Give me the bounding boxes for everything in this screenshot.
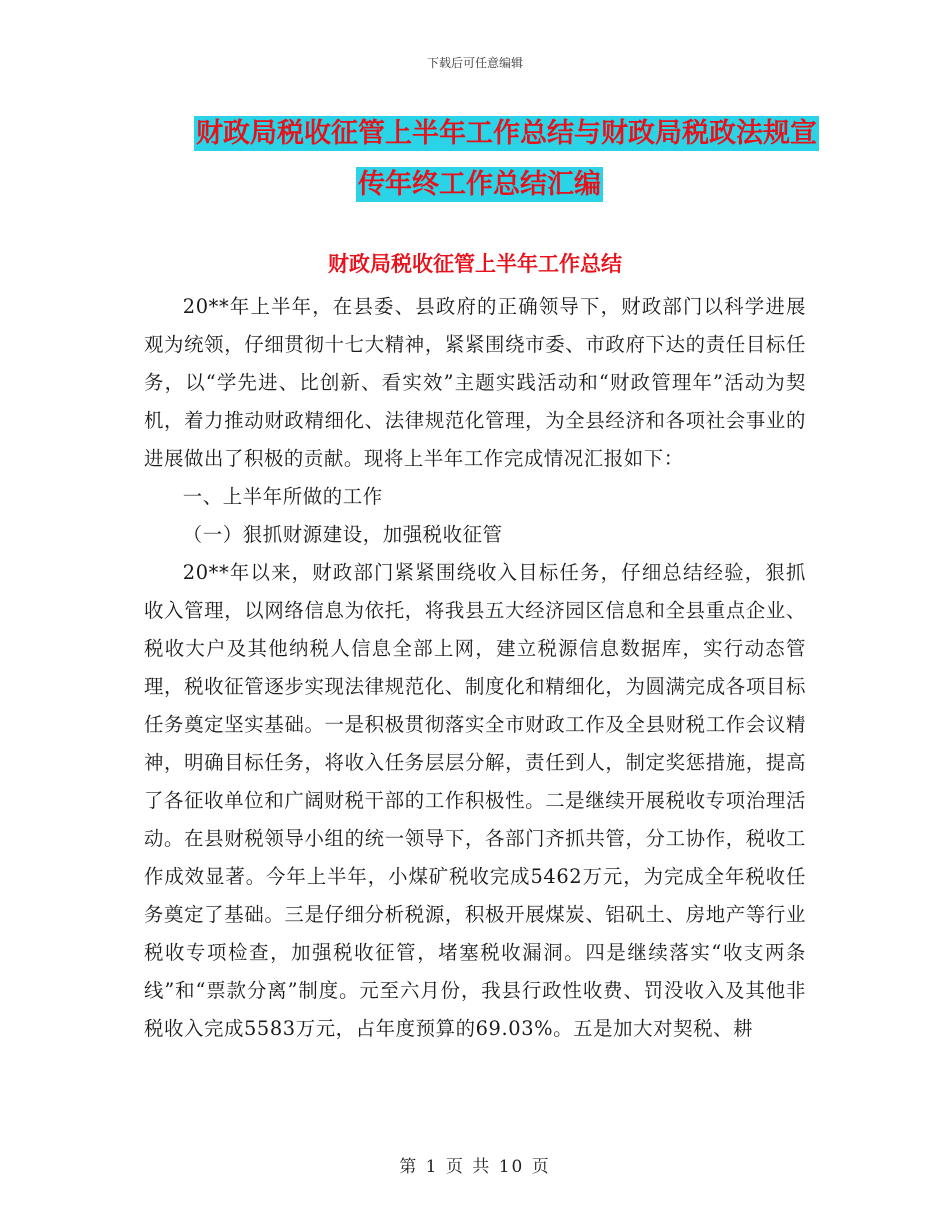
heading-level-2: （一）狠抓财源建设，加强税收征管 (182, 523, 503, 546)
section-title: 财政局税收征管上半年工作总结 (328, 252, 622, 276)
page-number: 第 1 页 共 10 页 (399, 1157, 551, 1177)
document-title (140, 108, 870, 210)
document-title-line-1: 财政局税收征管上半年工作总结与财政局税政法规宣 (196, 118, 817, 149)
document-body (144, 288, 806, 1048)
header-note: 下载后可任意编辑 (426, 56, 523, 70)
paragraph-body: 20**年以来，财政部门紧紧围绕收入目标任务，仔细总结经验，狠抓收入管理，以网络信息为依托，将我县五大经济园区信息和全县重点企业、税收大户及其他纳税人信息全部上网，建立税源信息数据库，实行动态管理，税收征管逐步实现法律规范化、制度化和精细化，为圆满完成各项目标任务奠定坚实基础。一是积极贯彻落实全市财政工作及全县财税工作会议精神，明确目标任务，将收入任务层层分解，责任到人，制定奖惩措施，提高了各征收单位和广阔财税干部的工作积极性。二是继续开展税收专项治理活动。在县财税领导小组的统一领导下，各部门齐抓共管，分工协作，税收工作成效显著。今年上半年，小煤矿税收完成5462万元，为完成全年税收任务奠定了基础。三是仔细分析税源，积极开展煤炭、铝矾土、房地产等行业税收专项检查，加强税收征管，堵塞税收漏洞。四是继续落实“收支两条线”和“票款分离”制度。元至六月份，我县行政性收费、罚没收入及其他非税收入完成5583万元，占年度预算的69.03%。五是加大对契税、耕 (144, 561, 806, 1040)
document-title-line-2: 传年终工作总结汇编 (358, 169, 601, 200)
paragraph-intro: 20**年上半年，在县委、县政府的正确领导下，财政部门以科学进展观为统领，仔细贯彻十七大精神，紧紧围绕市委、市政府下达的责任目标任务，以“学先进、比创新、看实效”主题实践活动和“财政管理年”活动为契机，着力推动财政精细化、法律规范化管理，为全县经济和各项社会事业的进展做出了积极的贡献。现将上半年工作完成情况汇报如下： (144, 295, 806, 470)
heading-level-1: 一、上半年所做的工作 (182, 485, 383, 508)
